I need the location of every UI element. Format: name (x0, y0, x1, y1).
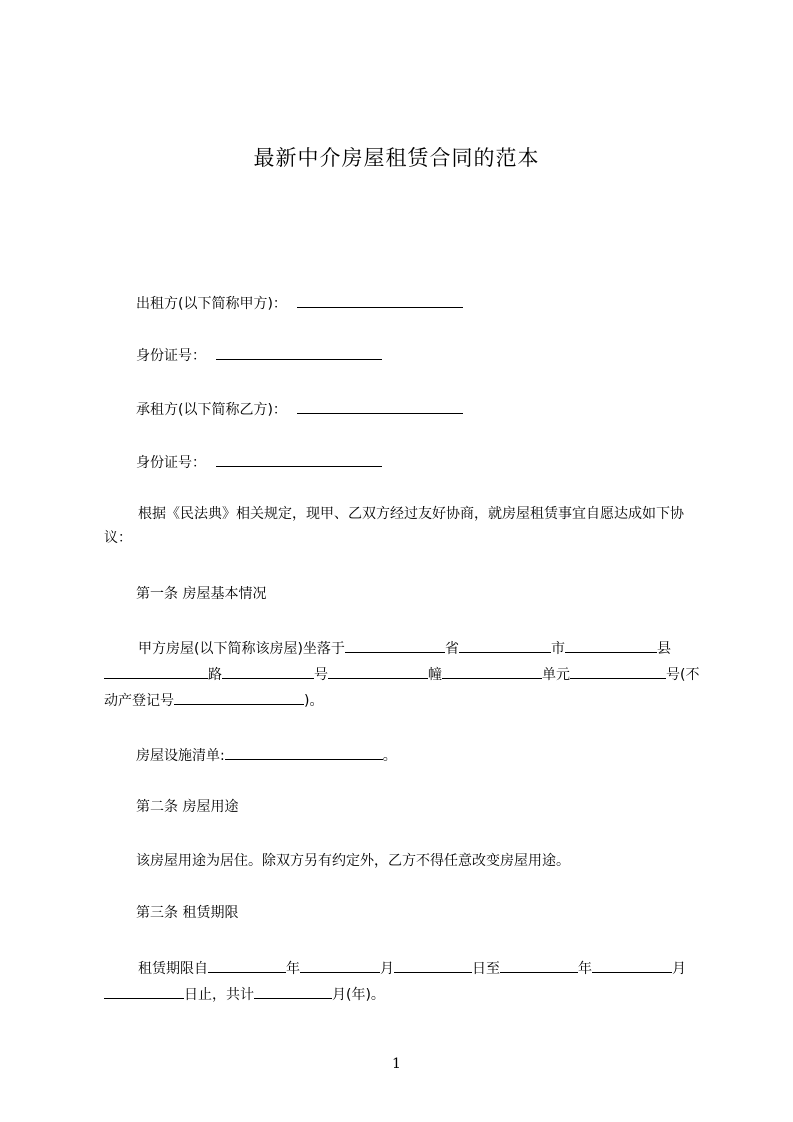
lessee-line (136, 398, 463, 420)
city-label: 市 (550, 641, 565, 657)
lessee-blank[interactable] (297, 398, 463, 414)
lessor-line (136, 292, 463, 314)
article3-heading: 第三条 租赁期限 (136, 905, 239, 921)
unit-blank[interactable] (442, 663, 542, 679)
day-end-label: 日止，共计 (184, 987, 254, 1003)
term-from-label: 租赁期限自 (138, 961, 208, 977)
room-label: 号(不动产登记号 (104, 667, 700, 709)
facilities-blank[interactable] (225, 744, 383, 760)
facilities-label: 房屋设施清单: (136, 748, 225, 764)
lessee-id-blank[interactable] (216, 451, 382, 467)
start-month-label: 月 (380, 961, 394, 977)
registration-close: )。 (304, 693, 324, 709)
duration-blank[interactable] (254, 983, 332, 999)
end-year-blank[interactable] (500, 957, 578, 973)
lessee-id-label: 身份证号： (136, 455, 206, 471)
city-blank[interactable] (459, 637, 551, 653)
county-blank[interactable] (629, 637, 657, 653)
duration-unit-label: 月(年)。 (332, 987, 385, 1003)
province-label: 省 (444, 641, 459, 657)
end-day-blank[interactable] (104, 983, 184, 999)
county-label: 县 (656, 641, 671, 657)
road-label: 路 (208, 667, 222, 683)
registration-number-blank[interactable] (174, 689, 304, 705)
lessee-label: 承租方(以下简称乙方)： (136, 402, 287, 418)
article2-text: 该房屋用途为居住。除双方另有约定外，乙方不得任意改变房屋用途。 (136, 853, 570, 869)
page-number: 1 (392, 1056, 401, 1072)
number-blank[interactable] (222, 663, 314, 679)
district-blank[interactable] (565, 637, 629, 653)
facilities-end: 。 (382, 748, 397, 764)
end-month-label: 月 (672, 961, 686, 977)
start-day-blank[interactable] (394, 957, 472, 973)
province-blank[interactable] (345, 637, 445, 653)
end-year-label: 年 (578, 961, 592, 977)
article2-heading: 第二条 房屋用途 (136, 799, 239, 815)
facilities-line (136, 744, 397, 766)
number-label: 号 (314, 667, 328, 683)
start-year-blank[interactable] (208, 957, 286, 973)
road-blank[interactable] (104, 663, 208, 679)
location-text: 甲方房屋(以下简称该房屋)坐落于 (138, 641, 345, 657)
article1-heading: 第一条 房屋基本情况 (136, 586, 267, 602)
lessee-id-line (136, 451, 382, 473)
article3-term-paragraph (104, 956, 704, 1008)
lessor-label: 出租方(以下简称甲方)： (136, 296, 287, 312)
document-title: 最新中介房屋租赁合同的范本 (253, 146, 540, 170)
article1-location-paragraph (104, 636, 704, 714)
building-blank[interactable] (328, 663, 428, 679)
day-to-label: 日至 (472, 961, 500, 977)
room-blank-b[interactable] (622, 663, 666, 679)
lessor-blank[interactable] (297, 292, 463, 308)
unit-label: 单元 (542, 667, 570, 683)
lessor-id-line (136, 344, 382, 366)
building-label: 幢 (428, 667, 442, 683)
start-year-label: 年 (286, 961, 300, 977)
intro-paragraph: 根据《民法典》相关规定，现甲、乙双方经过友好协商，就房屋租赁事宜自愿达成如下协议： (104, 506, 684, 546)
start-month-blank[interactable] (300, 957, 380, 973)
lessor-id-blank[interactable] (216, 344, 382, 360)
room-blank-a[interactable] (570, 663, 622, 679)
end-month-blank-a[interactable] (592, 957, 672, 973)
lessor-id-label: 身份证号： (136, 348, 206, 364)
